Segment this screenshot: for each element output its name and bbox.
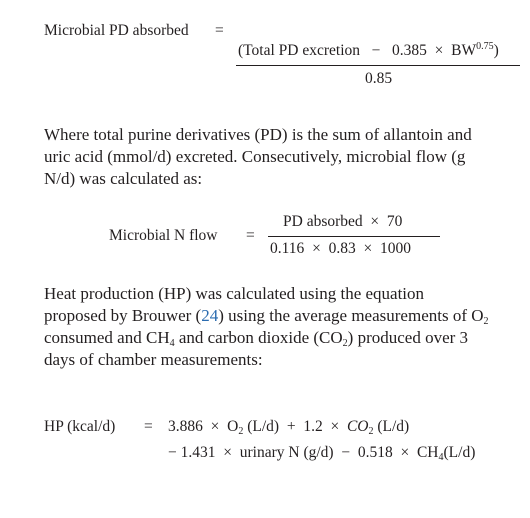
eq3-row-1: $3.886 \times O_2$ $(L/d) + 1.2 \times CO_2$ (L/d) <box>168 418 410 437</box>
paragraph-1-line-2: uric acid (mmol/d) excreted. Consecutively, microbial flow (g <box>44 147 466 166</box>
eq2-lhs: Microbial N flow <box>109 227 218 244</box>
paragraph-2-line-1: Heat production (HP) was calculated using the equation <box>44 284 425 303</box>
paragraph-2-line-4: days of chamber measurements: <box>44 350 263 369</box>
paragraph-1-line-3: N/d) was calculated as: <box>44 169 203 188</box>
eq1-equals: = <box>215 22 224 39</box>
eq2-fraction-bar <box>268 236 440 237</box>
eq1-lhs: Microbial PD absorbed <box>44 22 189 39</box>
eq2-numerator: PD absorbed × 70 <box>283 213 403 230</box>
eq1-denominator: 0.85 <box>365 70 393 87</box>
paragraph-1 <box>44 124 522 190</box>
paragraph-2-line-3: consumed and $CH_4$ and carbon dioxide $(CO_2)$ produced over 3 <box>44 328 469 349</box>
reference-link-24[interactable]: 24 <box>201 306 219 325</box>
eq1-numerator: (Total PD excretion − $0.385 \times BW^{0.75}$) <box>238 41 499 59</box>
eq3-equals: = <box>144 418 153 435</box>
eq3-row-2: − 1.431 × urinary N $(g/d) - 0.518 \times CH_4(L/d)$ <box>168 444 476 463</box>
paragraph-2-line-2: proposed by Brouwer (24) using the average measurements of $O_2$ <box>44 306 489 327</box>
eq2-denominator: 0.116 × 0.83 × 1000 <box>270 240 411 257</box>
eq2-equals: = <box>246 227 255 244</box>
paragraph-1-line-1: Where total purine derivatives (PD) is the sum of allantoin and <box>44 125 472 144</box>
eq1-fraction-bar <box>236 65 520 66</box>
paragraph-2 <box>44 283 522 371</box>
eq3-lhs: HP (kcal/d) <box>44 418 116 435</box>
